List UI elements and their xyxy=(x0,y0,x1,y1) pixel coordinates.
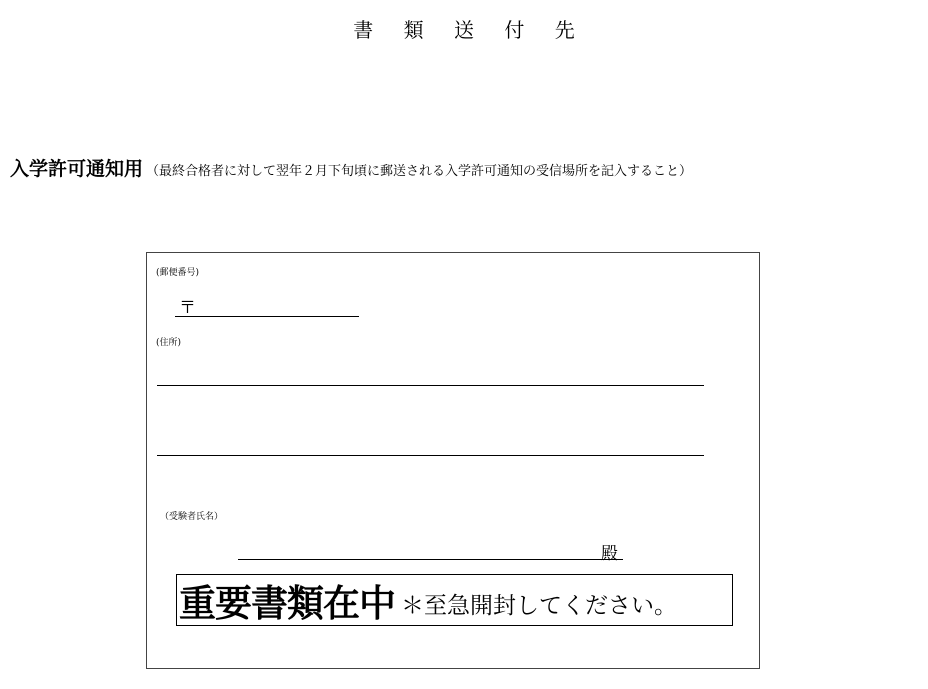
section-heading-note: （最終合格者に対して翌年２月下旬頃に郵送される入学許可通知の受信場所を記入すること） xyxy=(146,164,693,179)
address-label: (住所) xyxy=(156,338,182,348)
examinee-name-label: （受験者氏名） xyxy=(160,512,224,522)
important-documents-notice xyxy=(176,574,733,626)
address-line-1[interactable] xyxy=(157,385,704,386)
address-line-2[interactable] xyxy=(157,455,704,456)
postal-code-line[interactable] xyxy=(175,316,359,317)
notice-main-text: 重要書類在中 xyxy=(179,582,395,625)
honorific-dono: 殿 xyxy=(601,544,618,564)
examinee-name-line[interactable] xyxy=(238,559,623,560)
postal-mark-icon: 〒 xyxy=(179,298,196,318)
postal-code-label: (郵便番号) xyxy=(156,268,200,278)
notice-sub-text: ＊至急開封してください。 xyxy=(401,592,677,619)
page-title: 書 類 送 付 先 xyxy=(353,18,587,42)
section-heading-main: 入学許可通知用 xyxy=(10,158,144,180)
mailing-label-card xyxy=(146,252,760,669)
section-heading xyxy=(10,154,692,181)
